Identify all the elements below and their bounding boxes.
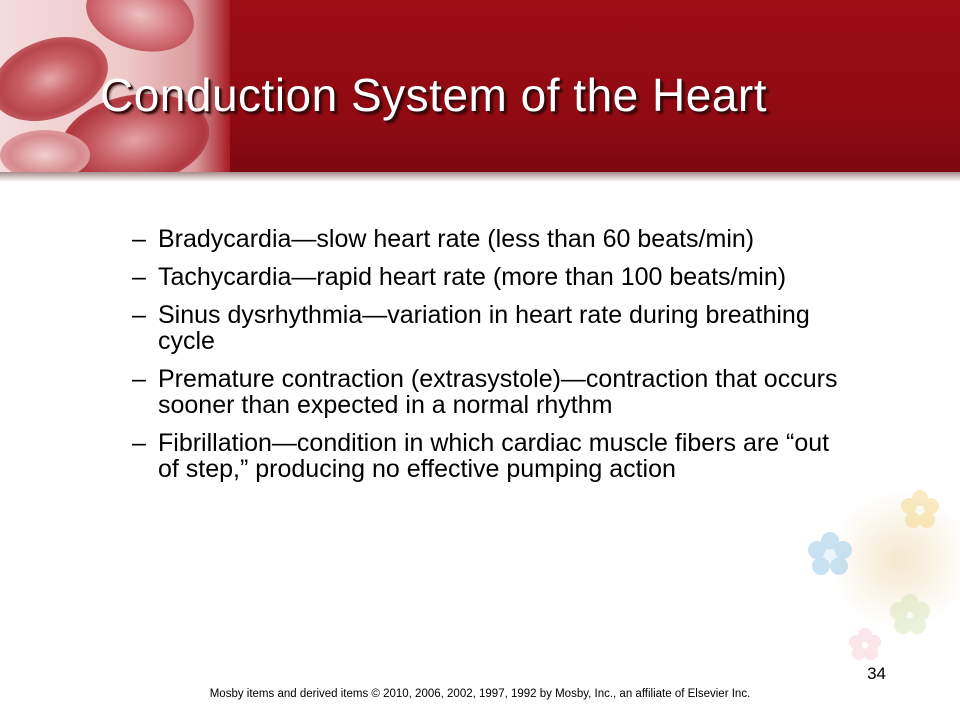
bullet-item bbox=[132, 366, 852, 418]
bullet-text: Tachycardia—rapid heart rate (more than 100 beats/min) bbox=[158, 263, 787, 291]
bullet-text: Fibrillation—condition in which cardiac muscle fibers are “out of step,” producing no effective pumping action bbox=[158, 429, 830, 483]
bullet-text: Sinus dysrhythmia—variation in heart rate during breathing cycle bbox=[158, 301, 810, 355]
slide-title: Conduction System of the Heart bbox=[100, 69, 767, 121]
bullet-item bbox=[132, 226, 852, 252]
bullet-text: Premature contraction (extrasystole)—contraction that occurs sooner than expected in a normal rhythm bbox=[158, 365, 838, 419]
bullet-dash: – bbox=[132, 301, 146, 329]
bullet-dash: – bbox=[132, 263, 146, 291]
bullet-item bbox=[132, 264, 852, 290]
bullet-dash: – bbox=[132, 365, 146, 393]
bullet-list bbox=[132, 226, 852, 494]
flower-motif bbox=[770, 470, 960, 720]
page-number: 34 bbox=[867, 664, 886, 683]
bullet-text: Bradycardia—slow heart rate (less than 60 beats/min) bbox=[158, 225, 755, 253]
header-shadow bbox=[0, 172, 960, 182]
bullet-item bbox=[132, 302, 852, 354]
copyright-notice: Mosby items and derived items © 2010, 2006, 2002, 1997, 1992 by Mosby, Inc., an affiliate of Elsevier Inc. bbox=[209, 688, 751, 700]
bullet-item bbox=[132, 430, 852, 482]
blood-cell-shape bbox=[0, 130, 90, 172]
bullet-dash: – bbox=[132, 225, 146, 253]
bullet-dash: – bbox=[132, 429, 146, 457]
